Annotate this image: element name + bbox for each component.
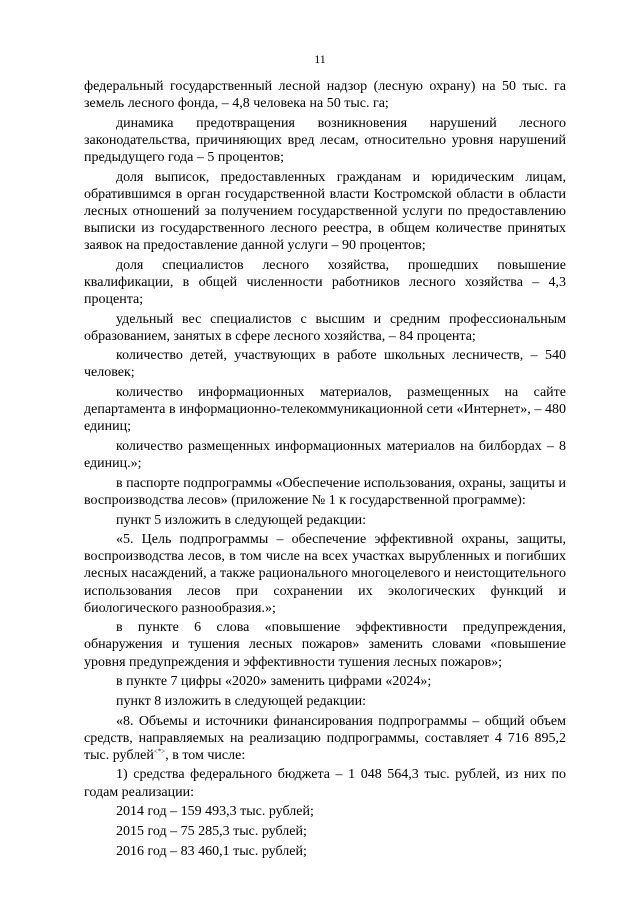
paragraph: в пункте 7 цифры «2020» заменить цифрами «2024»; <box>116 674 432 690</box>
paragraph: 2014 год – 159 493,3 тыс. рублей; <box>116 804 314 820</box>
document-body <box>84 78 566 860</box>
paragraph: пункт 5 изложить в следующей редакции: <box>116 512 366 528</box>
paragraph: 1) средства федерального бюджета – 1 048 564,3 тыс. рублей, из них по годам реализации: <box>84 767 566 800</box>
financing-text: «8. Объемы и источники финансирования подпрограммы – общий объем средств, направляемых на реализацию подпрограммы, составляет 4 716 895,2 тыс. рублей <box>84 713 566 763</box>
paragraph: пункт 8 изложить в следующей редакции: <box>116 693 366 709</box>
paragraph: количество размещенных информационных материалов на билбордах – 8 единиц.»; <box>84 439 566 472</box>
paragraph: количество детей, участвующих в работе школьных лесничеств, – 540 человек; <box>84 348 566 381</box>
paragraph: в пункте 6 слова «повышение эффективности предупреждения, обнаружения и тушения лесных пожаров» заменить словами «повышение уровня предупреждения и эффективности тушения лесных пожаров»; <box>84 620 566 670</box>
paragraph: «5. Цель подпрограммы – обеспечение эффективной охраны, защиты, воспроизводства лесов, в том числе на всех участках вырубленных и погибших лесных насаждений, а также рационального многоцелевого и неистощительного использования лесов при сохранении их экологических функций и биологического разнообразия.»; <box>84 532 566 616</box>
financing-text-tail: , в том числе: <box>165 747 246 763</box>
paragraph: в паспорте подпрограммы «Обеспечение использования, охраны, защиты и воспроизводства лесов» (приложение № 1 к государственной программе): <box>84 475 566 508</box>
paragraph: 2015 год – 75 285,3 тыс. рублей; <box>116 823 307 839</box>
page-number: 11 <box>314 52 326 66</box>
paragraph: доля выписок, предоставленных гражданам и юридическим лицам, обратившимся в орган государственной власти Костромской области в области лесных отношений за получением государственной услуги по предоставлению выписки из государственного лесного реестра, в общем количестве принятых заявок на предоставление данной услуги – 90 процентов; <box>84 169 566 254</box>
paragraph: удельный вес специалистов с высшим и средним профессиональным образованием, занятых в сфере лесного хозяйства, – 84 процента; <box>84 311 566 344</box>
paragraph: доля специалистов лесного хозяйства, прошедших повышение квалификации, в общей численности работников лесного хозяйства – 4,3 процента; <box>84 257 566 307</box>
paragraph: 2016 год – 83 460,1 тыс. рублей; <box>116 843 307 859</box>
financing-paragraph <box>84 713 566 764</box>
paragraph: количество информационных материалов, размещенных на сайте департамента в информационно-телекоммуникационной сети «Интернет», – 480 единиц; <box>84 385 566 435</box>
paragraph: динамика предотвращения возникновения нарушений лесного законодательства, причиняющих вред лесам, относительно уровня нарушений предыдущего года – 5 процентов; <box>84 115 566 165</box>
paragraph: федеральный государственный лесной надзор (лесную охрану) на 50 тыс. га земель лесного фонда, – 4,8 человека на 50 тыс. га; <box>84 79 566 112</box>
footnote-mark: <*> <box>153 747 166 756</box>
